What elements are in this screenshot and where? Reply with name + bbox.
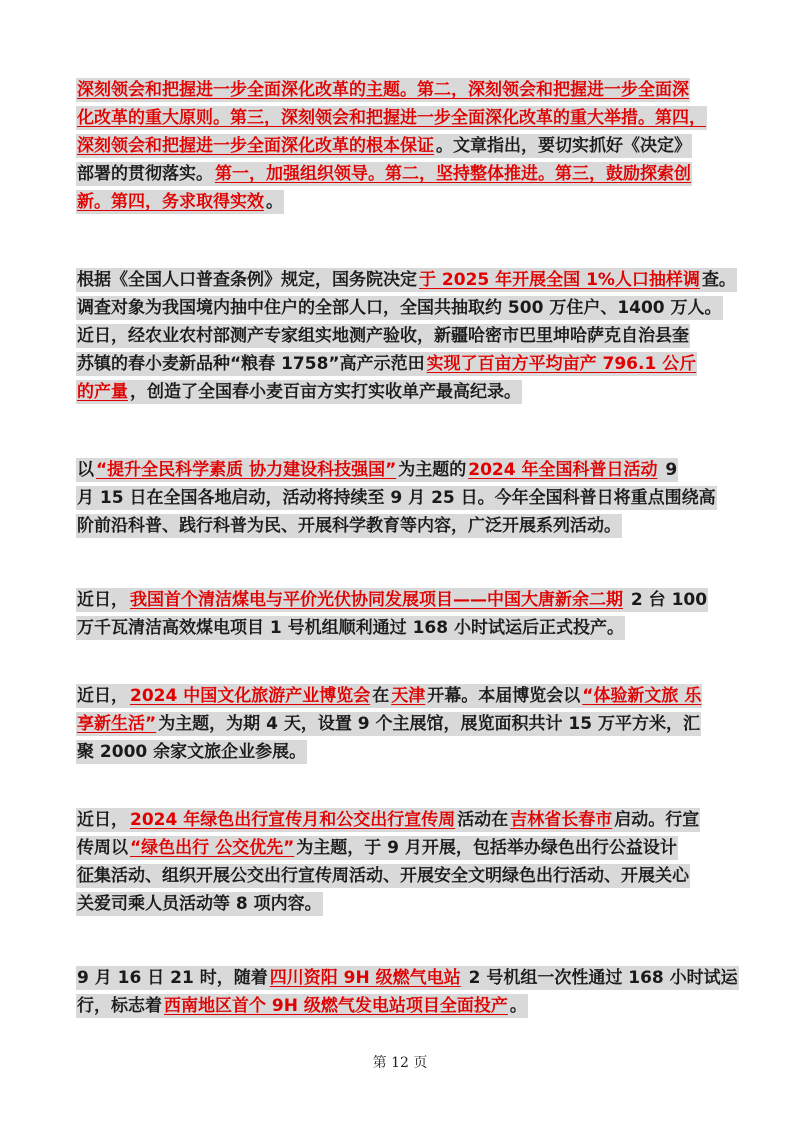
- body-text: 。: [509, 996, 527, 1016]
- body-text: 月 15 日在全国各地启动，活动将持续至 9 月 25 日。今年全国科普日将重点围绕高: [77, 488, 716, 508]
- paragraph-reform: [76, 76, 726, 216]
- text-line: [76, 132, 726, 160]
- body-text: 关爱司乘人员活动等 8 项内容。: [77, 894, 322, 914]
- body-text: 。: [266, 192, 283, 212]
- body-text: 在: [372, 686, 390, 706]
- text-line: [76, 806, 726, 834]
- body-text: 阶前沿科普、践行科普为民、开展科学教育等内容，广泛开展系列活动。: [77, 516, 621, 536]
- body-text: 为主题，于 9 月开展，包括举办绿色出行公益设计: [296, 838, 677, 858]
- text-line: [76, 104, 726, 132]
- text-line: [76, 188, 726, 216]
- highlight-text: 第一，加强组织领导。第二，坚持整体推进。第三，鼓励探索创: [215, 164, 691, 184]
- text-line: [76, 586, 726, 614]
- body-text: 万千瓦清洁高效煤电项目 1 号机组顺利通过 168 小时试运后正式投产。: [77, 618, 624, 638]
- highlight-text: 吉林省长春市: [510, 810, 613, 830]
- body-text: 以: [77, 460, 94, 480]
- body-text: 根据《全国人口普查条例》规定，国务院决定: [77, 270, 417, 290]
- highlight-text: 2024 年全国科普日活动: [468, 460, 658, 480]
- paragraph-green-travel: [76, 806, 726, 918]
- body-text: 近日，经农业农村部测产专家组实地测产验收，新疆哈密市巴里坤哈萨克自治县奎: [77, 326, 689, 346]
- text-line: [76, 738, 726, 766]
- body-text: 。文章指出，要切实抓好《决定》: [436, 136, 691, 156]
- highlight-text: 2024 中国文化旅游产业博览会: [130, 686, 371, 706]
- highlight-text: 实现了百亩方平均亩产 796.1 公斤: [426, 354, 697, 374]
- body-text: 征集活动、组织开展公交出行宣传周活动、开展安全文明绿色出行活动、开展关心: [77, 866, 689, 886]
- paragraph-science-day: [76, 456, 726, 540]
- text-line: [76, 834, 726, 862]
- highlight-text: 西南地区首个 9H 级燃气发电站项目全面投产: [164, 996, 508, 1016]
- body-text: 9: [659, 460, 678, 480]
- body-text: ，创造了全国春小麦百亩方实打实收单产最高纪录。: [130, 382, 521, 402]
- highlight-text: “提升全民科学素质 协力建设科技强国”: [96, 460, 397, 480]
- body-text: 近日，: [77, 810, 128, 830]
- text-line: [76, 710, 726, 738]
- body-text: 启动。行宣: [614, 810, 700, 830]
- text-line: [76, 160, 726, 188]
- page-number: 第 12 页: [372, 1055, 428, 1071]
- body-text: 为主题，为期 4 天，设置 9 个主展馆，展览面积共计 15 万平方米，汇: [158, 714, 701, 734]
- highlight-text: 天津: [391, 686, 426, 706]
- highlight-text: 化改革的重大原则。第三，深刻领会和把握进一步全面深化改革的重大举措。第四，: [77, 108, 706, 128]
- highlight-text: 我国首个清洁煤电与平价光伏协同发展项目——中国大唐新余二期: [130, 590, 623, 610]
- body-text: 为主题的: [398, 460, 467, 480]
- text-line: [76, 512, 726, 540]
- body-text: 2 台 100: [625, 590, 708, 610]
- body-text: 部署的贯彻落实。: [77, 164, 213, 184]
- paragraph-tourism-expo: [76, 682, 726, 766]
- body-text: 查。: [701, 270, 736, 290]
- text-line: [76, 456, 726, 484]
- body-text: 9 月 16 日 21 时，随着: [77, 968, 268, 988]
- highlight-text: 于 2025 年开展全国 1%人口抽样调: [419, 270, 700, 290]
- text-line: [76, 890, 726, 918]
- highlight-text: 的产量: [77, 382, 128, 402]
- body-text: 传周以: [77, 838, 128, 858]
- body-text: 活动在: [457, 810, 509, 830]
- text-line: [76, 964, 738, 992]
- highlight-text: “体验新文旅 乐: [582, 686, 702, 706]
- text-line: [76, 614, 726, 642]
- paragraph-census: [76, 266, 736, 406]
- text-line: [76, 322, 726, 350]
- highlight-text: 深刻领会和把握进一步全面深化改革的根本保证: [77, 136, 434, 156]
- body-text: 2 号机组一次性通过 168 小时试运: [462, 968, 738, 988]
- body-text: 近日，: [77, 686, 128, 706]
- text-line: [76, 682, 726, 710]
- body-text: 近日，: [77, 590, 128, 610]
- body-text: 行，标志着: [77, 996, 162, 1016]
- highlight-text: 新。第四，务求取得实效: [77, 192, 264, 212]
- text-line: [76, 484, 726, 512]
- text-line: [76, 76, 726, 104]
- highlight-text: 深刻领会和把握进一步全面深化改革的主题。第二，深刻领会和把握进一步全面深: [77, 80, 689, 100]
- text-line: [76, 294, 726, 322]
- text-line: [76, 266, 736, 294]
- body-text: 调查对象为我国境内抽中住户的全部人口，全国共抽取约 500 万住户、1400 万人。: [77, 298, 722, 318]
- highlight-text: “绿色出行 公交优先”: [130, 838, 295, 858]
- paragraph-coal-solar: [76, 586, 726, 642]
- body-text: 开幕。本届博览会以: [427, 686, 581, 706]
- body-text: 苏镇的春小麦新品种“粮春 1758”高产示范田: [77, 354, 425, 374]
- paragraph-gas-power: [76, 964, 738, 1020]
- highlight-text: 2024 年绿色出行宣传月和公交出行宣传周: [130, 810, 456, 830]
- body-text: 聚 2000 余家文旅企业参展。: [77, 742, 307, 762]
- highlight-text: 享新生活”: [77, 714, 157, 734]
- highlight-text: 四川资阳 9H 级燃气电站: [269, 968, 461, 988]
- text-line: [76, 378, 726, 406]
- text-line: [76, 350, 726, 378]
- text-line: [76, 862, 726, 890]
- text-line: [76, 992, 726, 1020]
